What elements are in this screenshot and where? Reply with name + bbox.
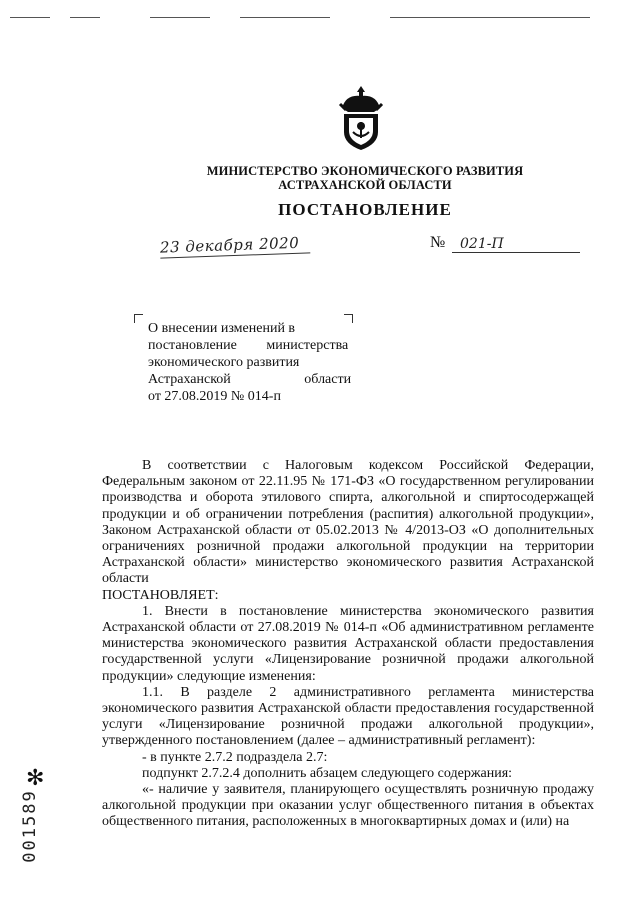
body-paragraph: 1.1. В разделе 2 административного регламента министерства экономического развития Астраханской области предоставления государственной услуги «Лицензирование розничной продажи алкогольной продукции», утвержденного постановлением (далее – административный регламент): (102, 684, 594, 749)
body-paragraph: «- наличие у заявителя, планирующего осуществлять розничную продажу алкогольной продукции при оказании услуг общественного питания в объектах общественного питания, расположенных в многоквартирных домах и (или) на (102, 782, 594, 830)
body-paragraph: 1. Внести в постановление министерства экономического развития Астраханской области от 27.08.2019 № 014-п «Об административном регламенте министерства экономического развития Астраханской области предоставления государственной услуги «Лицензирование розничной продажи алкогольной продукции» следующие изменения: (102, 603, 594, 684)
subject-line: экономического развития (148, 355, 300, 370)
subject-line: от 27.08.2019 № 014-п (148, 389, 281, 404)
ministry-name-line2: АСТРАХАНСКОЙ ОБЛАСТИ (278, 178, 452, 192)
document-body (102, 458, 594, 831)
subject-line: постановление министерства (148, 338, 349, 353)
number-label: № (430, 234, 446, 251)
body-paragraph: В соответствии с Налоговым кодексом Российской Федерации, Федеральным законом от 22.11.95 № 171-ФЗ «О государственном регулировании производства и оборота этилового спирта, алкогольной и спиртосодержащей продукции и об ограничении потребления (распития) алкогольной продукции», Законом Астраханской области от 05.02.2013 № 4/2013-ОЗ «О дополнительных ограничениях розничной продажи алкогольной продукции на территории Астраханской области» министерство экономического развития Астраханской области (102, 458, 594, 587)
stamp-number: 001589 (20, 789, 40, 863)
document-type: ПОСТАНОВЛЕНИЕ (278, 200, 452, 219)
subject-line: Астраханской области (148, 372, 352, 387)
scan-artifact-top (0, 14, 640, 20)
coat-of-arms-icon (334, 82, 388, 152)
body-paragraph: подпункт 2.7.2.4 дополнить абзацем следующего содержания: (142, 765, 513, 781)
document-number: 021-П (452, 236, 580, 253)
subject-block (148, 320, 358, 405)
ministry-name-line1: МИНИСТЕРСТВО ЭКОНОМИЧЕСКОГО РАЗВИТИЯ (206, 164, 524, 178)
resolution-keyword: ПОСТАНОВЛЯЕТ: (102, 587, 219, 603)
stamp-star-icon: ✻ (26, 766, 45, 791)
subject-bracket-left (134, 314, 143, 323)
subject-line: О внесении изменений в (148, 321, 296, 336)
document-date: 23 декабря 2020 (160, 233, 311, 258)
body-paragraph: - в пункте 2.7.2 подраздела 2.7: (142, 749, 328, 765)
registry-stamp (20, 766, 48, 863)
